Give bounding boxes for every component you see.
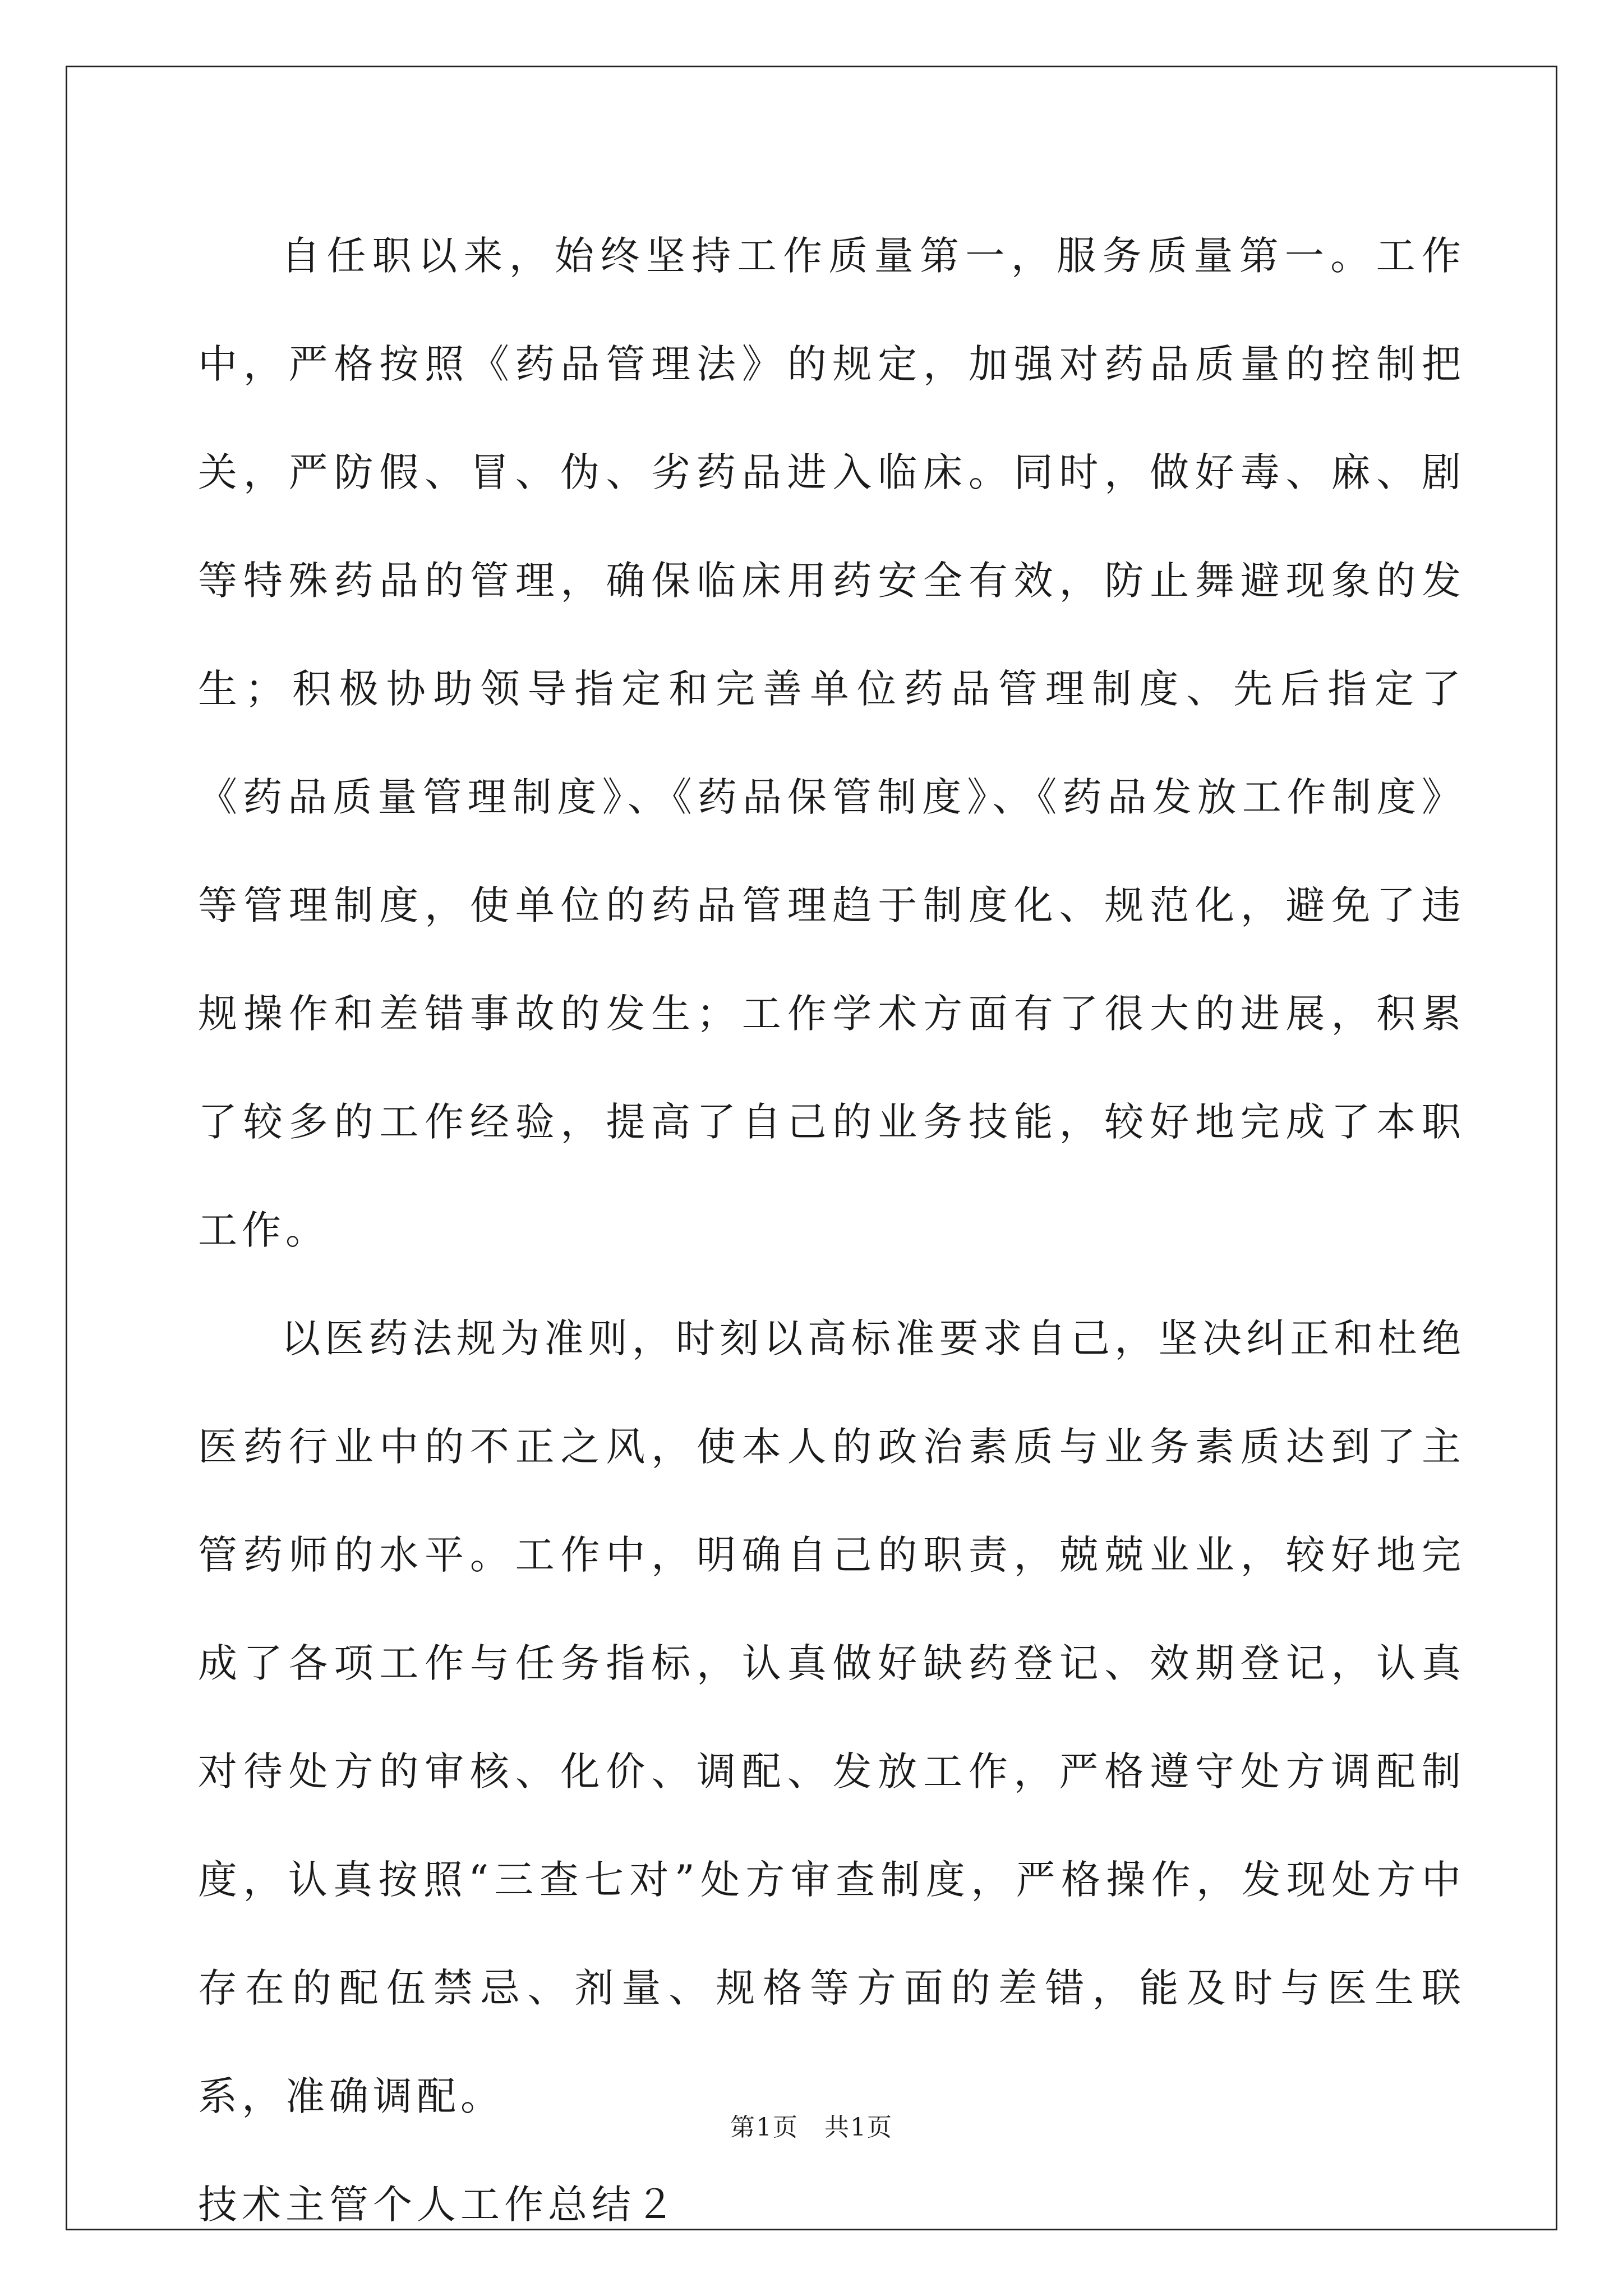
page-footer: 第1页 共1页 bbox=[730, 2113, 893, 2142]
section-heading: 技术主管个人工作总结２ bbox=[198, 2182, 679, 2228]
document-body bbox=[198, 202, 1465, 2259]
paragraph-1: 自任职以来，始终坚持工作质量第一，服务质量第一。工作中，严格按照《药品管理法》的规定，加强对药品质量的控制把关，严防假、冒、伪、劣药品进入临床。同时，做好毒、麻、剧等特殊药品的管理，确保临床用药安全有效，防止舞避现象的发生；积极协助领导指定和完善单位药品管理制度、先后指定了《药品质量管理制度》、《药品保管制度》、《药品发放工作制度》等管理制度，使单位的药品管理趋于制度化、规范化，避免了违规操作和差错事故的发生；工作学术方面有了很大的进展，积累了较多的工作经验，提高了自己的业务技能，较好地完成了本职工作。 bbox=[198, 233, 1465, 1253]
paragraph-2: 以医药法规为准则，时刻以高标准要求自己，坚决纠正和杜绝医药行业中的不正之风，使本人的政治素质与业务素质达到了主管药师的水平。工作中，明确自己的职责，兢兢业业，较好地完成了各项工作与任务指标，认真做好缺药登记、效期登记，认真对待处方的审核、化价、调配、发放工作，严格遵守处方调配制度，认真按照“三查七对”处方审查制度，严格操作，发现处方中存在的配伍禁忌、剂量、规格等方面的差错，能及时与医生联系，准确调配。 bbox=[198, 1315, 1465, 2119]
